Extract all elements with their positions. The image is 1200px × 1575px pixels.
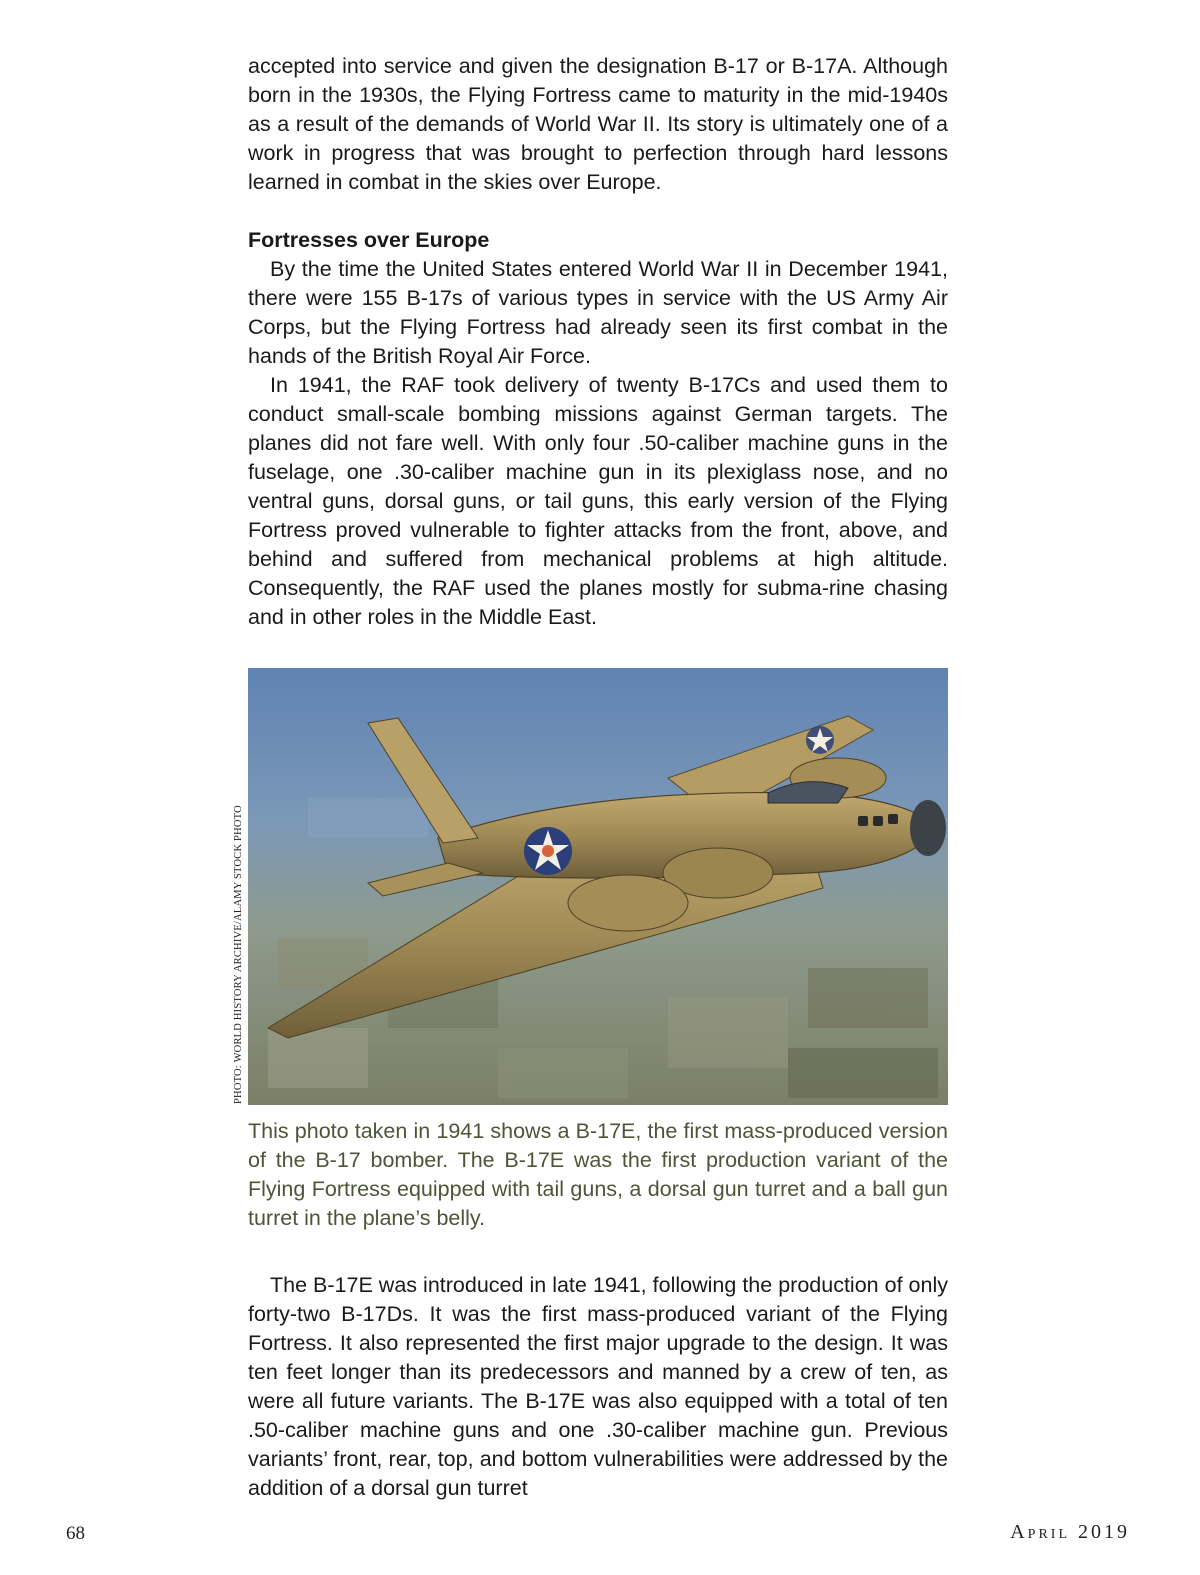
bottom-text-block [248,1271,948,1503]
photo-credit: PHOTO: WORLD HISTORY ARCHIVE/ALAMY STOCK PHOTO [233,805,244,1104]
issue-date: April 2019 [1010,1521,1130,1543]
body-paragraph: The B-17E was introduced in late 1941, following the production of only forty-two B-17Ds. It was the first mass-produced variant of the Flying Fortress. It also represented the first major upgrade to the design. It was ten feet longer than its predecessors and manned by a crew of ten, as were all future variants. The B-17E was also equipped with a total of ten .50-caliber machine guns and one .30-caliber machine gun. Previous variants’ front, rear, top, and bottom vulnerabilities were addressed by the addition of a dorsal gun turret [248,1273,948,1500]
photo-caption: This photo taken in 1941 shows a B-17E, the first mass-produced version of the B-17 bomber. The B-17E was the first production variant of the Flying Fortress equipped with tail guns, a dorsal gun turret and a ball gun turret in the plane’s belly. [248,1119,948,1230]
page-number: 68 [66,1523,85,1544]
section-fortresses-over-europe [248,226,948,632]
section-heading: Fortresses over Europe [248,228,490,252]
b17e-photo [248,668,948,1105]
body-paragraph: accepted into service and given the designation B-17 or B-17A. Although born in the 1930s, the Flying Fortress came to maturity in the mid-1940s as a result of the demands of World War II. Its story is ultimately one of a work in progress that was brought to perfection through hard lessons learned in combat in the skies over Europe. [248,54,948,194]
body-paragraph: In 1941, the RAF took delivery of twenty B-17Cs and used them to conduct small-scale bombing missions against German targets. The planes did not fare well. With only four .50-caliber machine guns in the fuselage, one .30-caliber machine gun in its plexiglass nose, and no ventral guns, dorsal guns, or tail guns, this early version of the Flying Fortress proved vulnerable to fighter attacks from the front, above, and behind and suffered from mechanical problems at high altitude. Consequently, the RAF used the planes mostly for subma-rine chasing and in other roles in the Middle East. [248,373,948,629]
wing-star-insignia [806,726,834,754]
body-paragraph: By the time the United States entered World War II in December 1941, there were 155 B-17s of various types in service with the US Army Air Corps, but the Flying Fortress had already seen its first combat in the hands of the British Royal Air Force. [248,257,948,368]
roundel-insignia [524,827,572,875]
top-text-block [248,52,948,197]
b17e-aircraft-illustration [248,668,948,1105]
